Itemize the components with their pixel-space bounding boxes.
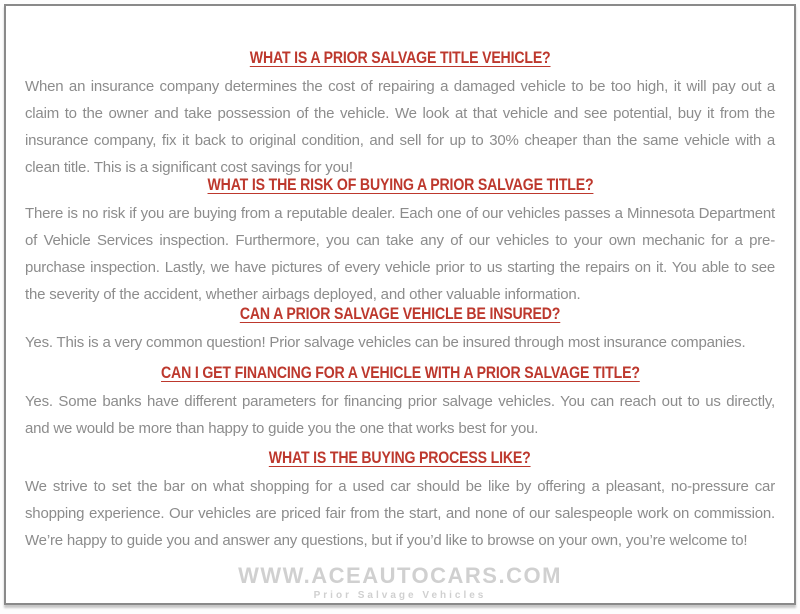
faq-question-heading bbox=[25, 449, 775, 467]
faq-document-card bbox=[4, 4, 796, 605]
faq-section-risk-of-buying bbox=[25, 176, 775, 308]
faq-section-financing bbox=[25, 364, 775, 442]
faq-question-text: WHAT IS THE RISK OF BUYING A PRIOR SALVAGE TITLE? bbox=[207, 175, 593, 194]
faq-question-heading bbox=[25, 49, 775, 67]
footer-watermark bbox=[25, 564, 775, 602]
faq-question-heading bbox=[25, 364, 775, 382]
faq-section-what-is-prior-salvage bbox=[25, 49, 775, 181]
tagline-watermark: Prior Salvage Vehicles bbox=[313, 590, 487, 601]
faq-answer-paragraph: We strive to set the bar on what shopping for a used car should be like by offering a pleasant, no-pressure car shopping experience. Our vehicles are priced fair from the start, and none of our salespeople work on commission. We’re happy to guide you and answer any questions, but if you’d like to browse on your own, you’re welcome to! bbox=[25, 478, 775, 549]
faq-answer-paragraph: Yes. Some banks have different parameters for financing prior salvage vehicles. You can reach out to us directly, and we would be more than happy to guide you the one that works best for you. bbox=[25, 393, 775, 437]
faq-answer-paragraph: When an insurance company determines the cost of repairing a damaged vehicle to be too high, it will pay out a claim to the owner and take possession of the vehicle. We look at that vehicle and see potential, buy it from the insurance company, fix it back to original condition, and sell for up to 30% cheaper than the same vehicle with a clean title. This is a significant cost savings for you! bbox=[25, 78, 775, 176]
faq-question-text: WHAT IS A PRIOR SALVAGE TITLE VEHICLE? bbox=[249, 48, 551, 67]
faq-question-text: CAN I GET FINANCING FOR A VEHICLE WITH A PRIOR SALVAGE TITLE? bbox=[160, 363, 640, 382]
faq-question-text: WHAT IS THE BUYING PROCESS LIKE? bbox=[269, 448, 531, 467]
website-watermark: WWW.ACEAUTOCARS.COM bbox=[238, 563, 562, 588]
faq-section-buying-process bbox=[25, 449, 775, 554]
faq-section-can-be-insured bbox=[25, 305, 775, 356]
faq-answer-paragraph: Yes. This is a very common question! Prior salvage vehicles can be insured through most insurance companies. bbox=[25, 334, 746, 351]
faq-question-text: CAN A PRIOR SALVAGE VEHICLE BE INSURED? bbox=[239, 304, 561, 323]
faq-answer-paragraph: There is no risk if you are buying from a reputable dealer. Each one of our vehicles passes a Minnesota Department of Vehicle Services inspection. Furthermore, you can take any of our vehicles to your own mechanic for a pre-purchase inspection. Lastly, we have pictures of every vehicle prior to us starting the repairs on it. You able to see the severity of the accident, whether airbags deployed, and other valuable information. bbox=[25, 205, 775, 303]
